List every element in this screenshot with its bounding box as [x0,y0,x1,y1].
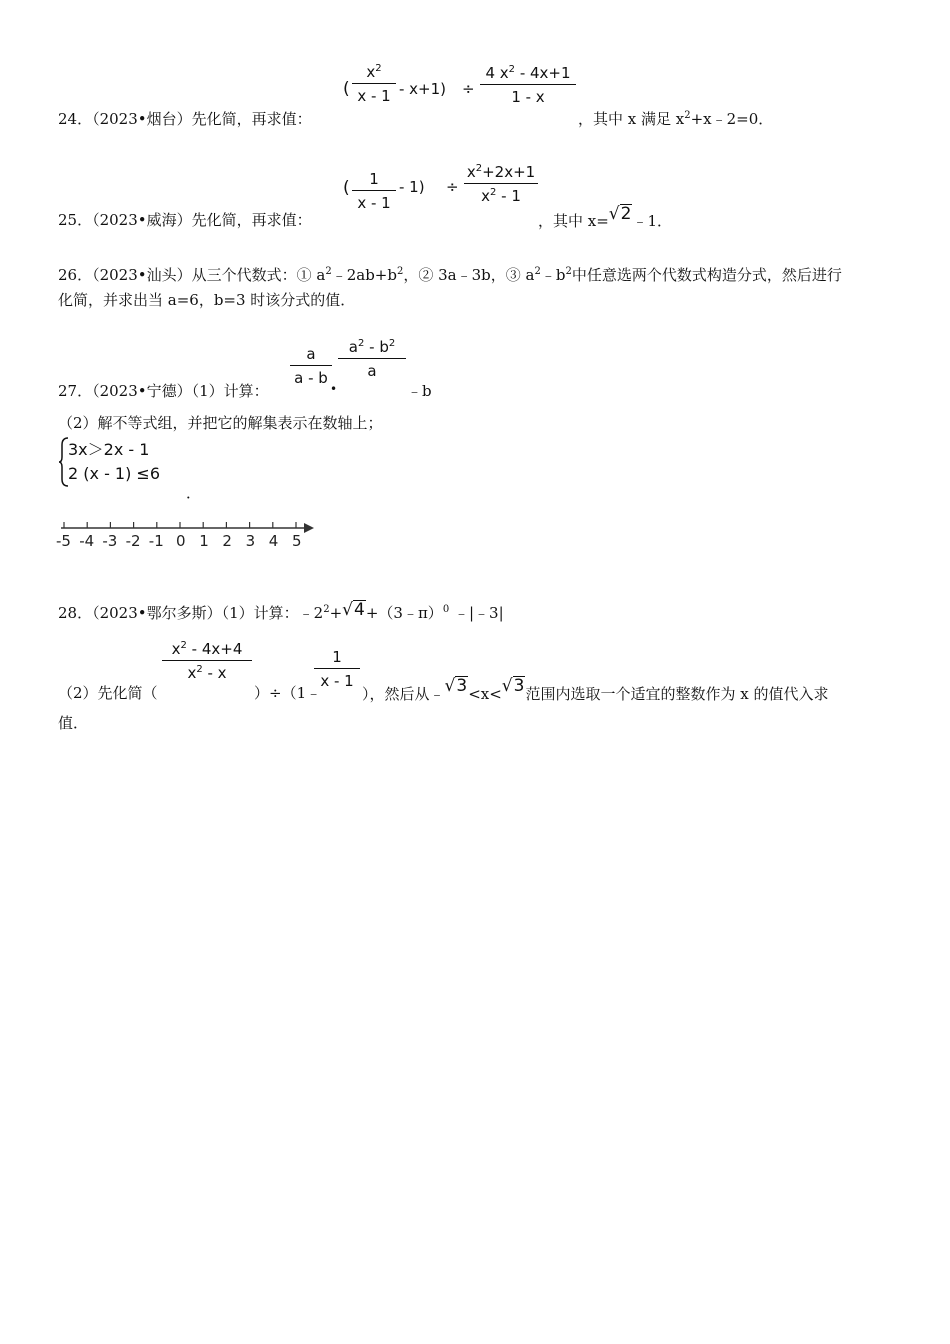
q25-f2-denominator: $x^2 - 1$ [481,187,521,205]
q27-f2-numerator: $a^2 - b^2$ [348,338,396,356]
q24-f2-numerator: 4 $x^2 - 4x+1$ [485,64,571,82]
q26-line-1: 26．（2023•汕头）从三个代数式：① $a^2﹣2ab+b^2$，② 3a﹣3b，③ $a^2﹣b^2$中任意选两个代数式构造分式，然后进行 [58,266,842,284]
number-line-label: -2 [125,532,141,550]
q25-prompt: 25．（2023•威海）先化简，再求值： [58,211,312,229]
q27-tail: ﹣b [407,382,432,400]
sqrt-icon: √4 [342,600,365,620]
number-line-label: 1 [199,532,209,550]
q24-condition: ，其中 x 满足 $x^2+x﹣2=0$． [578,110,774,128]
q28-part-2-c: ），然后从﹣√3<x<√3范围内选取一个适宜的整数作为 x 的值代入求 [362,676,829,703]
sqrt-icon: √3 [444,676,468,696]
q25-middle-term: - 1) [399,178,425,196]
q28-part-2-a: （2）先化简（ [58,684,158,702]
arrow-right-icon [304,523,314,533]
q25-fraction-1 [352,170,396,212]
q27-period: ． [186,484,202,502]
q27-fraction-2 [338,338,406,380]
q27-prompt: 27．（2023•宁德）（1）计算： [58,382,269,400]
q27-fraction-1 [290,345,332,387]
number-line-label: 2 [222,532,232,550]
q24-f1-numerator: $x^2$ [366,63,382,81]
number-line-label: 3 [245,532,256,550]
q27-part-2: （2）解不等式组，并把它的解集表示在数轴上； [58,414,383,432]
q27-inequality-2: 2 (x - 1) ≤6 [68,464,161,483]
q25-divide-sign: ÷ [446,178,459,196]
number-line-label: -3 [102,532,118,550]
number-line-label: 5 [292,532,302,550]
q24-prompt: 24．（2023•烟台）先化简，再求值： [58,110,312,128]
q28-fraction-1 [162,640,252,682]
q28-part-1: 28．（2023•鄂尔多斯）（1）计算：$﹣2^2+√4+(3﹣\pi)^0$ ﹣|﹣3| [58,600,504,622]
q25-left-paren: ( [343,178,350,198]
number-line [58,518,320,534]
q28-part-2-e: 值． [58,714,89,732]
number-line-label: -1 [148,532,164,550]
q24-f2-denominator: 1 - x [511,88,545,106]
q25-fraction-2 [464,163,538,205]
q27-f1-denominator: a - b [294,369,328,387]
q25-f2-numerator: $x^2+2x+1$ [466,163,536,181]
q27-inequality-1: 3x＞2x - 1 [68,440,150,459]
q28-f2-denominator: x - 1 [320,672,354,690]
q28-part-2-b: ）÷（1﹣ [254,684,322,702]
q28-f1-denominator: $x^2$ - x [187,664,227,682]
q28-f2-numerator: 1 [332,648,342,666]
q25-condition: ，其中 x=√2﹣1． [538,204,673,230]
number-line-label: -5 [56,532,71,550]
number-line-label: 4 [268,532,279,550]
sqrt-icon: √3 [501,676,525,696]
number-line-label: -4 [79,532,95,550]
q24-f1-denominator: x - 1 [357,87,391,105]
q28-f1-numerator: $x^2 - 4x+4$ [171,640,243,658]
q24-left-paren: ( [343,79,350,99]
q24-divide-sign: ÷ [462,80,475,98]
q25-f1-denominator: x - 1 [357,194,391,212]
q24-fraction-2 [480,64,576,106]
q24-middle-term: - x+1) [399,80,447,98]
q27-f2-denominator: a [367,362,377,380]
q26-line-2: 化简，并求出当 a=6，b=3 时该分式的值． [58,291,356,309]
number-line-label: 0 [176,532,186,550]
sqrt-icon: √2 [608,204,632,224]
q27-f1-numerator: a [306,345,316,363]
q24-fraction-1 [352,63,396,105]
q25-f1-numerator: 1 [369,170,379,188]
q27-dot: • [330,382,338,396]
